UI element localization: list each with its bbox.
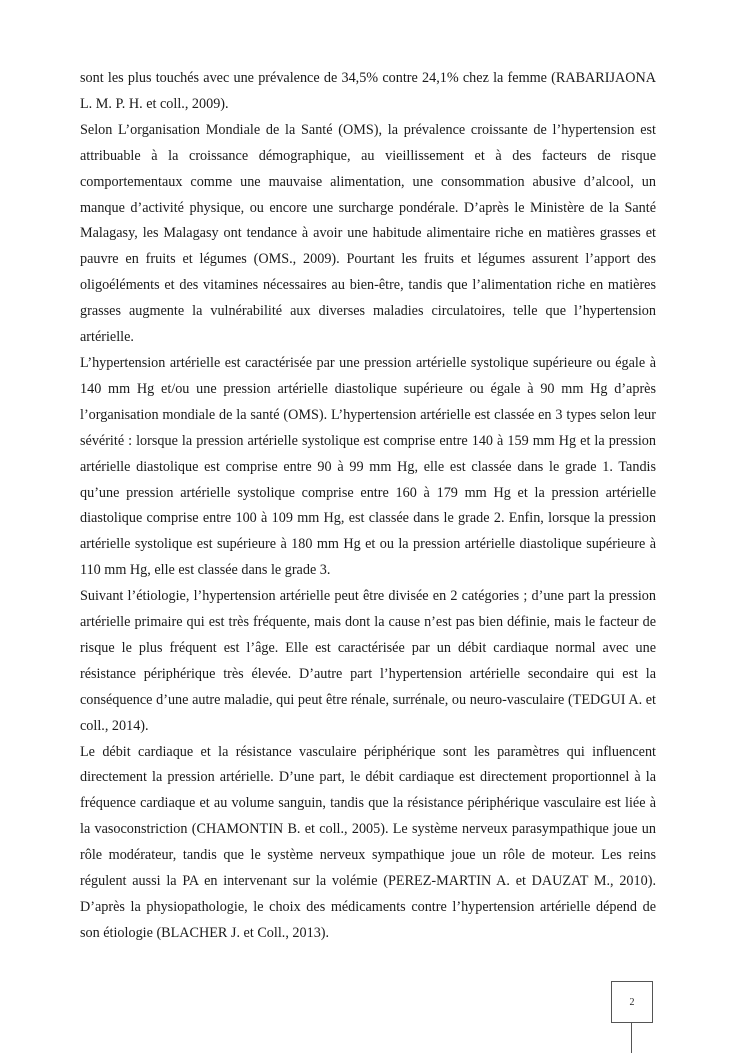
- paragraph-prevalence-continued: sont les plus touchés avec une prévalence de 34,5% contre 24,1% chez la femme (RABARIJAONA L. M. P. H. et coll., 2009).: [80, 70, 656, 112]
- paragraph-physiopathology: Le débit cardiaque et la résistance vasculaire périphérique sont les paramètres qui influencent directement la pression artérielle. D’une part, le débit cardiaque est directement proportionnel à la fréquence cardiaque et au volume sanguin, tandis que la résistance périphérique vasculaire est liée à la vasoconstriction (CHAMONTIN B. et coll., 2005). Le système nerveux parasympathique joue un rôle modérateur, tandis que le système nerveux sympathique joue un rôle de moteur. Les reins régulent aussi la PA en intervenant sur la volémie (PEREZ-MARTIN A. et DAUZAT M., 2010). D’après la physiopathologie, le choix des médicaments contre l’hypertension artérielle dépend de son étiologie (BLACHER J. et Coll., 2013).: [80, 743, 656, 941]
- paragraph-hypertension-definition: L’hypertension artérielle est caractérisée par une pression artérielle systolique supérieure ou égale à 140 mm Hg et/ou une pression artérielle diastolique supérieure ou égale à 90 mm Hg d’après l’organisation mondiale de la santé (OMS). L’hypertension artérielle est classée en 3 types selon leur sévérité : lorsque la pression artérielle systolique est comprise entre 140 à 159 mm Hg et la pression artérielle diastolique est comprise entre 90 à 99 mm Hg, elle est classée dans le grade 1. Tandis qu’une pression artérielle systolique comprise entre 160 à 179 mm Hg et la pression artérielle diastolique comprise entre 100 à 109 mm Hg, est classée dans le grade 2. Enfin, lorsque la pression artérielle systolique est supérieure à 180 mm Hg et ou la pression artérielle diastolique supérieure à 110 mm Hg, elle est classée dans le grade 3.: [80, 354, 656, 579]
- page-number: 2: [629, 996, 635, 1008]
- paragraph-etiology: Suivant l’étiologie, l’hypertension artérielle peut être divisée en 2 catégories ; d’une part la pression artérielle primaire qui est très fréquente, mais dont la cause n’est pas bien définie, mais le facteur de risque le plus fréquent est l’âge. Elle est caractérisée par un débit cardiaque normal avec une résistance périphérique très élevée. D’autre part l’hypertension artérielle secondaire qui est la conséquence d’une autre maladie, qui peut être rénale, surrénale, ou neuro-vasculaire (TEDGUI A. et coll., 2014).: [80, 588, 656, 734]
- page-number-connector-line: [631, 1023, 632, 1053]
- paragraph-oms-risk-factors: Selon L’organisation Mondiale de la Santé (OMS), la prévalence croissante de l’hypertension est attribuable à la croissance démographique, au vieillissement et à des facteurs de risque comportementaux comme une mauvaise alimentation, une consommation abusive d’alcool, un manque d’activité physique, ou encore une surcharge pondérale. D’après le Ministère de la Santé Malagasy, les Malagasy ont tendance à avoir une habitude alimentaire riche en matières grasses et pauvre en fruits et légumes (OMS., 2009). Pourtant les fruits et légumes assurent l’apport des oligoéléments et des vitamines nécessaires au bien-être, tandis que l’alimentation riche en matières grasses augmente la vulnérabilité aux diverses maladies circulatoires, telle que l’hypertension artérielle.: [80, 121, 656, 346]
- document-body: [80, 66, 656, 947]
- page-number-box: [611, 981, 653, 1023]
